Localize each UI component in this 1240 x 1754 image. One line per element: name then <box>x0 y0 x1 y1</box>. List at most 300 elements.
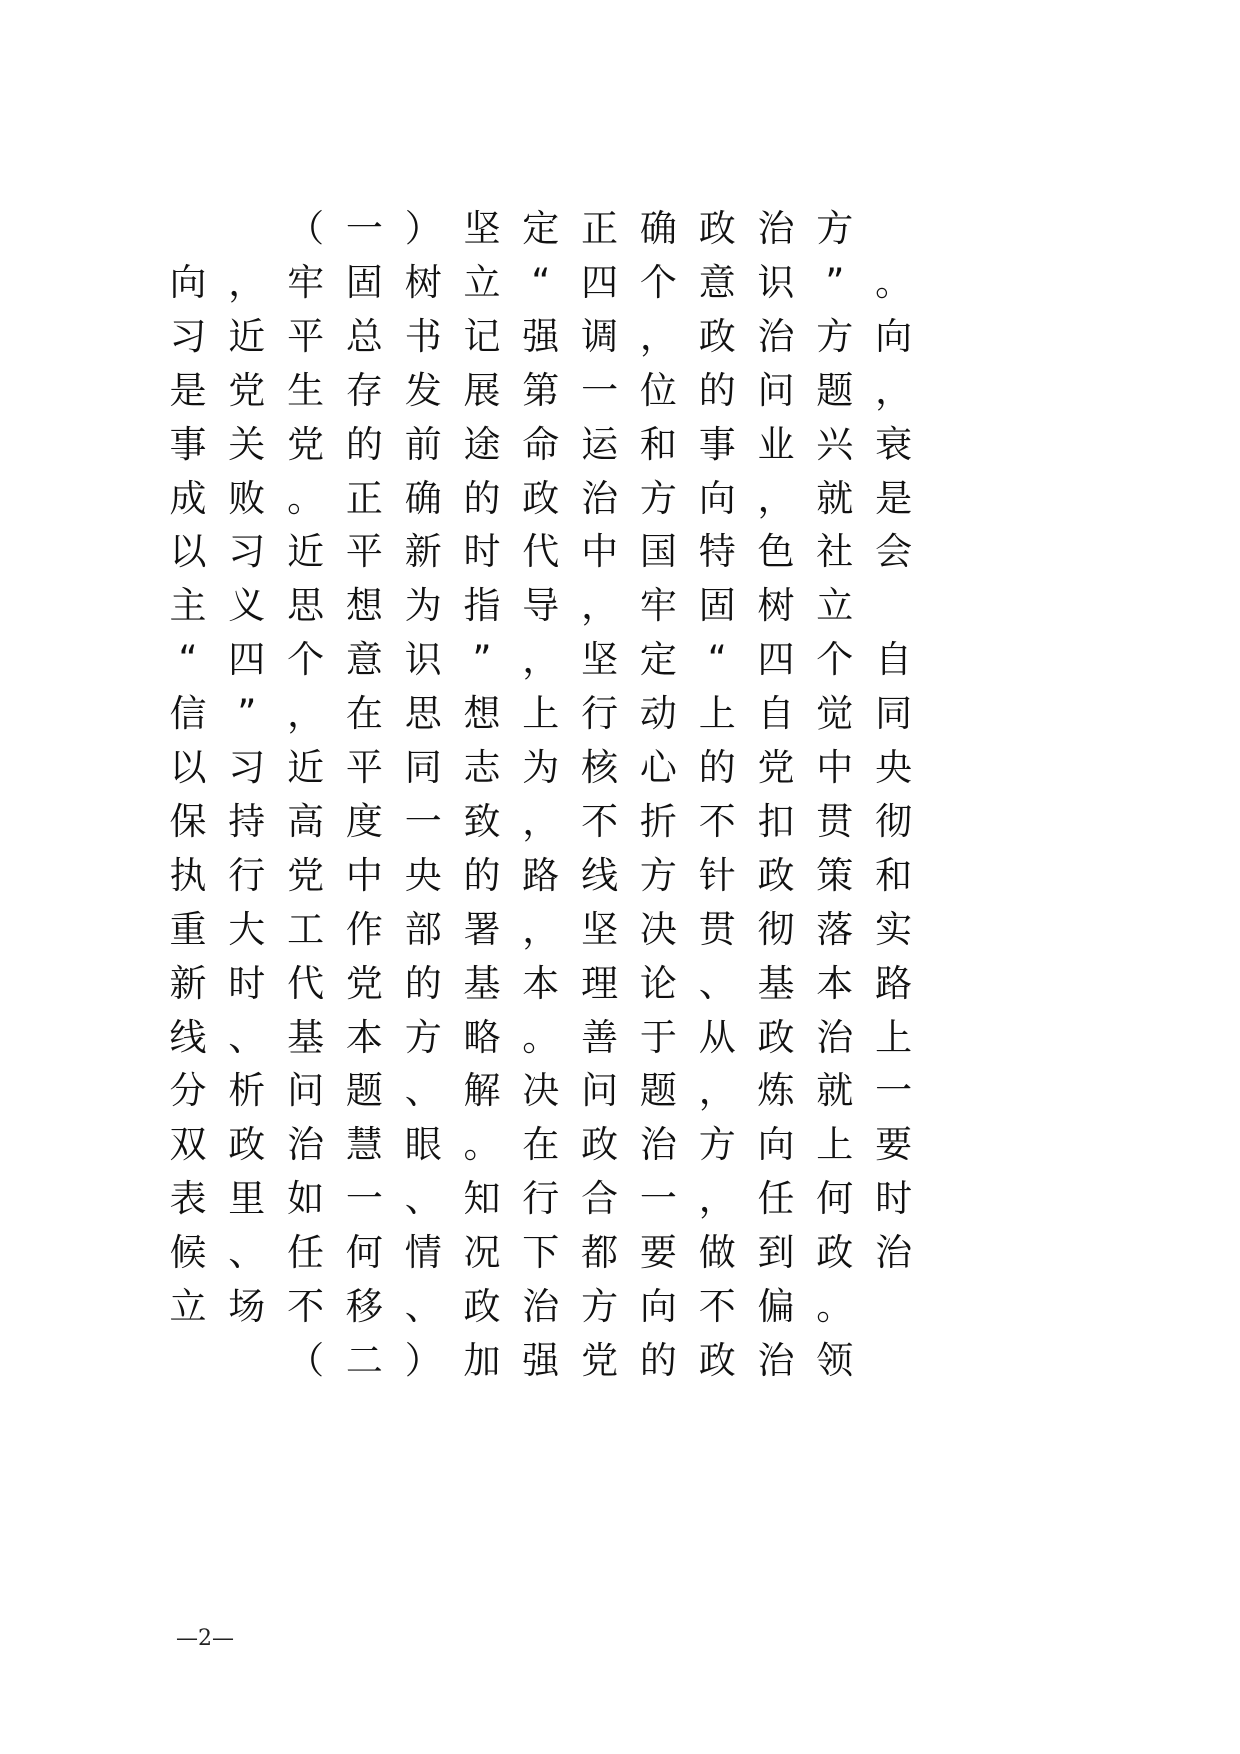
text-char: ， <box>522 638 560 682</box>
text-char: 大 <box>228 907 266 951</box>
text-line <box>0 576 1240 636</box>
text-char: ， <box>698 1069 736 1113</box>
text-char: 。 <box>522 1015 560 1059</box>
text-char: 政 <box>757 853 795 897</box>
text-line <box>0 307 1240 367</box>
text-char: 基 <box>463 961 501 1005</box>
text-char: 要 <box>639 1231 677 1275</box>
text-char: 央 <box>875 746 913 789</box>
text-line <box>0 415 1240 475</box>
text-char: 要 <box>875 1123 913 1167</box>
text-char: 度 <box>345 799 383 843</box>
text-char: 行 <box>581 692 619 736</box>
text-char: 于 <box>639 1015 677 1059</box>
text-char: 就 <box>816 1069 854 1113</box>
text-char: 事 <box>698 422 736 466</box>
text-char: 上 <box>522 692 560 736</box>
text-char: 政 <box>522 476 560 520</box>
text-char: 树 <box>757 584 795 628</box>
text-char: 本 <box>345 1015 383 1059</box>
text-char: 不 <box>581 799 619 843</box>
text-char: ） <box>404 1338 442 1382</box>
text-char: 一 <box>345 207 383 250</box>
text-char: 信 <box>169 692 207 736</box>
text-char: 线 <box>581 853 619 897</box>
text-char: 贯 <box>698 907 736 951</box>
text-char: 移 <box>345 1285 383 1328</box>
text-char: 的 <box>698 368 736 412</box>
text-char: 展 <box>463 368 501 412</box>
text-char: 个 <box>287 638 325 682</box>
text-char: 关 <box>228 422 266 466</box>
text-char: 中 <box>816 746 854 789</box>
text-char: 情 <box>404 1231 442 1275</box>
text-char: 自 <box>757 692 795 736</box>
text-char: 、 <box>404 1285 442 1328</box>
text-char: 时 <box>875 1177 913 1221</box>
text-line <box>0 253 1240 313</box>
text-char: 途 <box>463 422 501 466</box>
text-char: ， <box>581 584 619 628</box>
text-char: 如 <box>287 1177 325 1221</box>
text-char: 的 <box>463 476 501 520</box>
text-char: 正 <box>345 476 383 520</box>
text-char: 发 <box>404 368 442 412</box>
text-char: 树 <box>404 260 442 304</box>
text-char: 心 <box>639 746 677 789</box>
text-char: 政 <box>581 1123 619 1167</box>
text-char: 善 <box>581 1015 619 1059</box>
text-char: 部 <box>404 907 442 951</box>
text-char: 固 <box>345 260 383 304</box>
text-char: 治 <box>816 1015 854 1059</box>
text-char: 败 <box>228 476 266 520</box>
page-number: —2— <box>176 1626 234 1651</box>
text-line <box>0 361 1240 421</box>
text-char: 一 <box>404 799 442 843</box>
text-line <box>0 1223 1240 1283</box>
text-char: ” <box>472 638 492 682</box>
text-char: 里 <box>228 1177 266 1221</box>
text-char: 近 <box>287 746 325 789</box>
text-char: 正 <box>581 207 619 250</box>
text-char: 针 <box>698 853 736 897</box>
text-char: 四 <box>757 638 795 682</box>
text-char: 候 <box>169 1231 207 1275</box>
text-char: 问 <box>757 368 795 412</box>
text-char: 一 <box>875 1069 913 1113</box>
text-char: 在 <box>345 692 383 736</box>
text-char: 近 <box>228 314 266 358</box>
text-char: 个 <box>639 260 677 304</box>
text-line <box>0 684 1240 744</box>
text-char: 命 <box>522 422 560 466</box>
text-char: 加 <box>463 1338 501 1382</box>
text-char: 义 <box>228 584 266 628</box>
text-char: 位 <box>639 368 677 412</box>
text-char: 政 <box>816 1231 854 1275</box>
text-char: 治 <box>757 314 795 358</box>
text-char: 基 <box>287 1015 325 1059</box>
text-char: 方 <box>639 853 677 897</box>
text-char: 方 <box>404 1015 442 1059</box>
text-char: 况 <box>463 1231 501 1275</box>
text-char: 分 <box>169 1069 207 1113</box>
text-char: 以 <box>169 746 207 789</box>
text-char: 二 <box>345 1338 383 1382</box>
text-char: 坚 <box>463 207 501 250</box>
text-char: 想 <box>345 584 383 628</box>
text-char: ， <box>287 692 325 736</box>
text-char: 高 <box>287 799 325 843</box>
text-char: 上 <box>875 1015 913 1059</box>
text-char: ， <box>639 314 677 358</box>
text-char: 强 <box>522 314 560 358</box>
text-char: 不 <box>287 1285 325 1328</box>
text-char: 、 <box>228 1015 266 1059</box>
text-char: 政 <box>228 1123 266 1167</box>
text-char: 作 <box>345 907 383 951</box>
text-char: 不 <box>698 1285 736 1328</box>
text-line <box>0 846 1240 906</box>
text-char: 以 <box>169 530 207 574</box>
text-char: 总 <box>345 314 383 358</box>
text-char: 题 <box>816 368 854 412</box>
text-char: 党 <box>228 368 266 412</box>
text-char: 、 <box>404 1177 442 1221</box>
text-char: 为 <box>522 746 560 789</box>
text-char: 主 <box>169 584 207 628</box>
text-char: 个 <box>816 638 854 682</box>
text-char: 致 <box>463 799 501 843</box>
text-char: 、 <box>698 961 736 1005</box>
text-char: 、 <box>228 1231 266 1275</box>
text-line <box>0 1277 1240 1337</box>
text-char: 衰 <box>875 422 913 466</box>
text-char: 。 <box>875 260 913 304</box>
text-char: 路 <box>522 853 560 897</box>
text-char: 意 <box>345 638 383 682</box>
text-char: 色 <box>757 530 795 574</box>
text-char: 存 <box>345 368 383 412</box>
text-char: 从 <box>698 1015 736 1059</box>
text-char: 。 <box>287 476 325 520</box>
text-char: 问 <box>581 1069 619 1113</box>
text-char: 是 <box>169 368 207 412</box>
text-char: 保 <box>169 799 207 843</box>
text-char: 政 <box>698 1338 736 1382</box>
text-char: 场 <box>228 1285 266 1328</box>
text-line <box>0 900 1240 960</box>
text-char: 一 <box>639 1177 677 1221</box>
text-char: 本 <box>816 961 854 1005</box>
text-char: 四 <box>581 260 619 304</box>
text-char: 知 <box>463 1177 501 1221</box>
text-char: 领 <box>816 1338 854 1382</box>
text-char: 析 <box>228 1069 266 1113</box>
text-char: 不 <box>698 799 736 843</box>
text-char: 。 <box>816 1285 854 1328</box>
text-char: 同 <box>404 746 442 789</box>
text-char: 方 <box>698 1123 736 1167</box>
text-char: 政 <box>757 1015 795 1059</box>
text-line <box>0 199 1240 259</box>
text-char: 平 <box>287 314 325 358</box>
text-char: 指 <box>463 584 501 628</box>
text-char: ， <box>522 907 560 951</box>
text-char: ） <box>404 207 442 250</box>
text-char: 习 <box>169 314 207 358</box>
text-char: 成 <box>169 476 207 520</box>
text-char: 就 <box>816 476 854 520</box>
text-char: 思 <box>404 692 442 736</box>
text-char: 落 <box>816 907 854 951</box>
text-char: 何 <box>345 1231 383 1275</box>
text-char: “ <box>178 638 198 682</box>
text-char: 自 <box>875 638 913 682</box>
text-char: 都 <box>581 1231 619 1275</box>
text-char: 想 <box>463 692 501 736</box>
text-char: 坚 <box>581 638 619 682</box>
text-char: 下 <box>522 1231 560 1275</box>
text-char: 业 <box>757 422 795 466</box>
text-line <box>0 469 1240 529</box>
text-line <box>0 738 1240 798</box>
text-char: 平 <box>345 530 383 574</box>
text-char: 觉 <box>816 692 854 736</box>
text-char: 上 <box>698 692 736 736</box>
text-char: 上 <box>816 1123 854 1167</box>
text-char: 立 <box>169 1285 207 1328</box>
text-char: 的 <box>463 853 501 897</box>
text-char: 向 <box>875 314 913 358</box>
text-char: 行 <box>228 853 266 897</box>
text-char: 特 <box>698 530 736 574</box>
text-char: 思 <box>287 584 325 628</box>
text-char: 定 <box>522 207 560 250</box>
text-char: “ <box>707 638 727 682</box>
text-char: 执 <box>169 853 207 897</box>
text-char: 识 <box>757 260 795 304</box>
text-char: 路 <box>875 961 913 1005</box>
text-char: 偏 <box>757 1285 795 1328</box>
text-line <box>0 1008 1240 1068</box>
text-char: 决 <box>522 1069 560 1113</box>
text-char: 和 <box>875 853 913 897</box>
text-char: 本 <box>522 961 560 1005</box>
text-char: 政 <box>698 207 736 250</box>
text-char: 平 <box>345 746 383 789</box>
text-char: 生 <box>287 368 325 412</box>
text-char: 同 <box>875 692 913 736</box>
text-char: 双 <box>169 1123 207 1167</box>
text-char: 持 <box>228 799 266 843</box>
text-char: 中 <box>581 530 619 574</box>
text-char: 导 <box>522 584 560 628</box>
text-char: 确 <box>639 207 677 250</box>
text-char: 做 <box>698 1231 736 1275</box>
text-char: 决 <box>639 907 677 951</box>
text-char: ， <box>522 799 560 843</box>
text-char: 线 <box>169 1015 207 1059</box>
text-line <box>0 630 1240 690</box>
text-char: 题 <box>345 1069 383 1113</box>
text-char: 重 <box>169 907 207 951</box>
text-char: 确 <box>404 476 442 520</box>
text-char: （ <box>287 207 325 250</box>
text-char: 实 <box>875 907 913 951</box>
text-char: （ <box>287 1338 325 1382</box>
text-char: ， <box>875 368 913 412</box>
text-char: 代 <box>287 961 325 1005</box>
text-char: 略 <box>463 1015 501 1059</box>
text-char: 扣 <box>757 799 795 843</box>
text-char: 牢 <box>287 260 325 304</box>
text-char: 的 <box>698 746 736 789</box>
text-char: 治 <box>639 1123 677 1167</box>
text-char: 策 <box>816 853 854 897</box>
text-char: 治 <box>757 207 795 250</box>
text-char: 强 <box>522 1338 560 1382</box>
text-char: 行 <box>522 1177 560 1221</box>
text-char: 党 <box>757 746 795 789</box>
text-char: 习 <box>228 530 266 574</box>
text-char: 党 <box>345 961 383 1005</box>
text-char: 习 <box>228 746 266 789</box>
text-char: 方 <box>816 314 854 358</box>
text-char: 向 <box>698 476 736 520</box>
text-char: 政 <box>698 314 736 358</box>
text-char: 一 <box>581 368 619 412</box>
text-char: 固 <box>698 584 736 628</box>
text-char: 解 <box>463 1069 501 1113</box>
text-char: 兴 <box>816 422 854 466</box>
text-char: 时 <box>463 530 501 574</box>
text-char: 向 <box>757 1123 795 1167</box>
text-char: 政 <box>463 1285 501 1328</box>
text-char: 动 <box>639 692 677 736</box>
text-char: 事 <box>169 422 207 466</box>
text-char: 治 <box>757 1338 795 1382</box>
text-line <box>0 1169 1240 1229</box>
text-char: 前 <box>404 422 442 466</box>
text-char: 在 <box>522 1123 560 1167</box>
text-char: 党 <box>287 853 325 897</box>
text-char: 任 <box>287 1231 325 1275</box>
text-char: 工 <box>287 907 325 951</box>
text-char: 新 <box>169 961 207 1005</box>
text-char: 论 <box>639 961 677 1005</box>
text-char: 治 <box>581 476 619 520</box>
text-char: 核 <box>581 746 619 789</box>
text-char: 为 <box>404 584 442 628</box>
text-char: 牢 <box>639 584 677 628</box>
text-char: “ <box>531 260 551 304</box>
text-char: 社 <box>816 530 854 574</box>
text-char: 识 <box>404 638 442 682</box>
text-char: ， <box>698 1177 736 1221</box>
text-char: 国 <box>639 530 677 574</box>
text-char: 的 <box>345 422 383 466</box>
text-char: 何 <box>816 1177 854 1221</box>
text-char: 任 <box>757 1177 795 1221</box>
text-char: 治 <box>522 1285 560 1328</box>
text-char: 坚 <box>581 907 619 951</box>
text-char: 方 <box>639 476 677 520</box>
text-char: 意 <box>698 260 736 304</box>
text-char: 彻 <box>757 907 795 951</box>
text-char: 的 <box>404 961 442 1005</box>
text-char: 表 <box>169 1177 207 1221</box>
text-char: 向 <box>169 260 207 304</box>
text-char: 折 <box>639 799 677 843</box>
text-char: 题 <box>639 1069 677 1113</box>
text-char: 第 <box>522 368 560 412</box>
text-char: 方 <box>581 1285 619 1328</box>
text-char: 贯 <box>816 799 854 843</box>
text-char: 志 <box>463 746 501 789</box>
text-char: 代 <box>522 530 560 574</box>
text-char: 炼 <box>757 1069 795 1113</box>
text-char: 慧 <box>345 1123 383 1167</box>
text-char: 彻 <box>875 799 913 843</box>
text-char: 记 <box>463 314 501 358</box>
text-char: 基 <box>757 961 795 1005</box>
text-char: 时 <box>228 961 266 1005</box>
text-char: 党 <box>287 422 325 466</box>
text-char: ， <box>228 260 266 304</box>
text-char: ” <box>825 260 845 304</box>
text-line <box>0 1115 1240 1175</box>
text-char: 到 <box>757 1231 795 1275</box>
text-char: 理 <box>581 961 619 1005</box>
text-char: 定 <box>639 638 677 682</box>
text-char: 书 <box>404 314 442 358</box>
text-char: 眼 <box>404 1123 442 1167</box>
text-char: 方 <box>816 207 854 250</box>
text-char: 立 <box>463 260 501 304</box>
text-line <box>0 1061 1240 1121</box>
text-char: 合 <box>581 1177 619 1221</box>
text-char: 四 <box>228 638 266 682</box>
text-char: 近 <box>287 530 325 574</box>
text-char: 党 <box>581 1338 619 1382</box>
text-char: 新 <box>404 530 442 574</box>
text-char: 运 <box>581 422 619 466</box>
text-char: 治 <box>287 1123 325 1167</box>
text-char: ” <box>237 692 257 736</box>
text-char: 会 <box>875 530 913 574</box>
text-char: 一 <box>345 1177 383 1221</box>
text-char: 立 <box>816 584 854 628</box>
text-char: 。 <box>463 1123 501 1167</box>
text-char: 是 <box>875 476 913 520</box>
text-char: 和 <box>639 422 677 466</box>
text-char: 向 <box>639 1285 677 1328</box>
text-char: 治 <box>875 1231 913 1275</box>
text-char: 中 <box>345 853 383 897</box>
text-char: ， <box>757 476 795 520</box>
text-char: 、 <box>404 1069 442 1113</box>
text-line <box>0 954 1240 1014</box>
text-line <box>0 522 1240 582</box>
text-char: 央 <box>404 853 442 897</box>
text-char: 问 <box>287 1069 325 1113</box>
text-char: 的 <box>639 1338 677 1382</box>
text-char: 署 <box>463 907 501 951</box>
text-char: 调 <box>581 314 619 358</box>
text-line <box>0 792 1240 852</box>
